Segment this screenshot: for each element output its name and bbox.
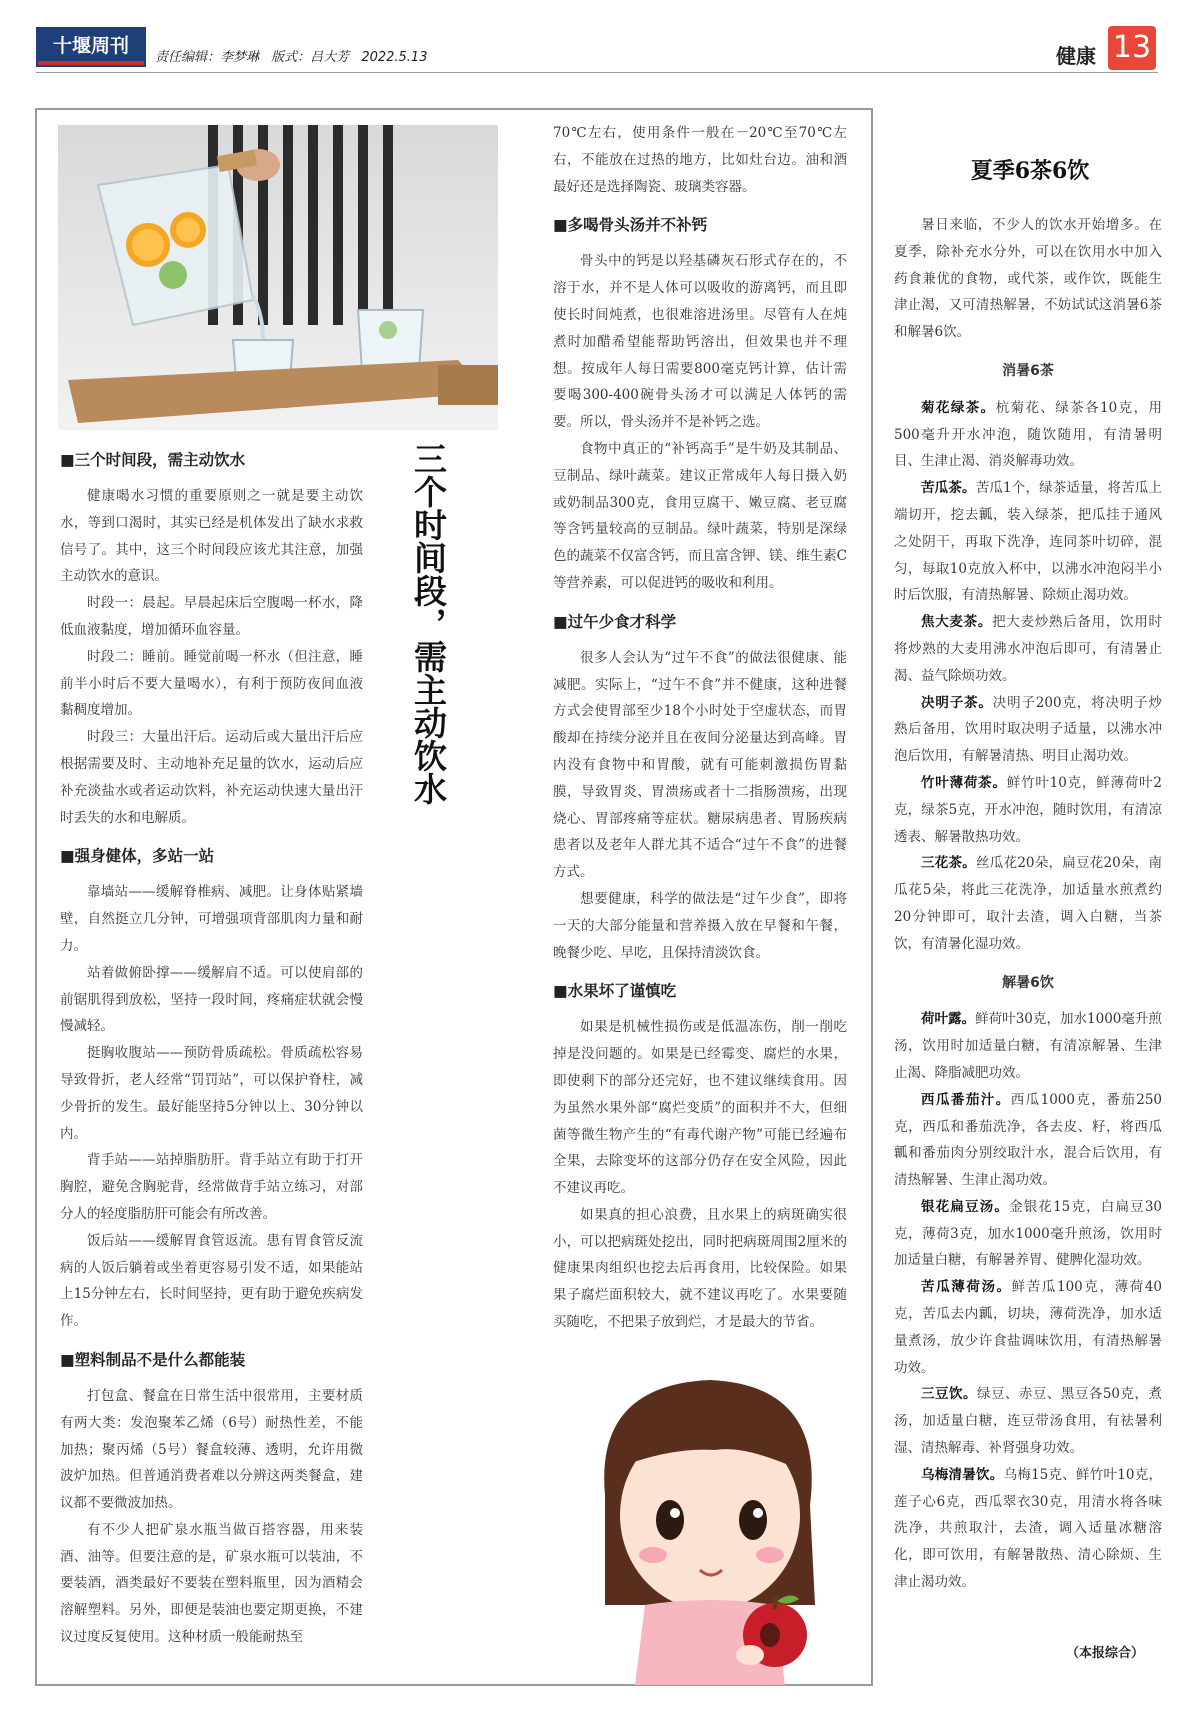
source-credit: （本报综合）: [1066, 1646, 1145, 1661]
tea-name: 菊花绿茶。: [921, 399, 996, 416]
water-pitcher-photo: [58, 125, 498, 430]
drink-text: 西瓜1000克，番茄250克，西瓜和番茄洗净，各去皮、籽，将西瓜瓤和番茄肉分别绞取汁水，混合后饮用，有清热解暑、生津止渴功效。: [894, 1091, 1163, 1189]
drink-text: 鲜苦瓜100克，薄荷40克，苦瓜去内瓤，切块，薄荷洗净，加水适量煮汤，放少许食盐调味饮用，有清热解暑功效。: [894, 1279, 1163, 1376]
subheading-teas: 消暑6茶: [1002, 362, 1054, 379]
intro-paragraph: 暑日来临，不少人的饮水开始增多。在夏季，除补充水分外，可以在饮用水中加入药食兼优的食物，或代茶，或作饮，既能生津止渴，又可清热解暑，不妨试试这消暑6茶和解暑6饮。: [894, 217, 1162, 341]
drink-text: 金银花15克，白扁豆30克，薄荷3克，加水1000毫升煎汤，饮用时加适量白糖，有解暑养胃、健脾化湿功效。: [894, 1198, 1163, 1269]
paragraph: 打包盒、餐盒在日常生活中很常用，主要材质有两大类：发泡聚苯乙烯（6号）耐热性差，不能加热；聚丙烯（5号）餐盒较薄、透明，允许用微波炉加热。但普通消费者难以分辨这两类餐盒，建议都不要微波加热。: [60, 1387, 363, 1512]
tea-text: 鲜竹叶10克，鲜薄荷叶2克，绿茶5克，开水冲泡，随时饮用，有清凉透表、解暑散热功效。: [894, 774, 1162, 845]
drink-name: 荷叶露。: [921, 1011, 976, 1028]
article-column-1: [60, 448, 363, 1651]
tea-name: 竹叶薄荷茶。: [921, 774, 1007, 791]
paragraph: 健康喝水习惯的重要原则之一就是要主动饮水，等到口渴时，其实已经是机体发出了缺水求救信号了。其中，这三个时间段应该尤其注意，加强主动饮水的意识。: [60, 488, 363, 585]
page-header: [0, 0, 1200, 80]
tea-name: 焦大麦茶。: [921, 614, 993, 631]
paragraph: 如果是机械性损伤或是低温冻伤，削一削吃掉是没问题的。如果是已经霉变、腐烂的水果，即使剩下的部分还完好，也不建议继续食用。因为虽然水果外部“腐烂变质”的面积并不大，但细菌等微生物产生的“有毒代谢产物”可能已经遍布全果，去除变坏的这部分仍存在安全风险，因此不建议再吃。: [553, 1019, 847, 1197]
tea-item: [894, 395, 1162, 475]
masthead-logo-text: 十堰周刊: [38, 29, 144, 63]
issue-date: 2022.5.13: [361, 50, 428, 65]
tea-item: [894, 690, 1162, 770]
paragraph: 很多人会认为“过午不食”的做法很健康、能减肥。实际上，“过午不食”并不健康，这种进餐方式会使胃部至少18个小时处于空虚状态，而胃酸却在持续分泌并且在夜间分泌量达到高峰。胃内没有食物中和胃酸，就有可能刺激损伤胃黏膜，导致胃炎、胃溃疡或者十二指肠溃疡，出现烧心、胃部疼痛等症状。糖尿病患者、胃肠疾病患者以及老年人群尤其不适合“过午不食”的进餐方式。: [553, 649, 847, 881]
tea-item: [894, 609, 1162, 689]
paragraph: 时段二：睡前。睡觉前喝一杯水（但注意，睡前半小时后不要大量喝水），有利于预防夜间血液黏稠度增加。: [60, 648, 363, 719]
tea-name: 决明子茶。: [921, 694, 993, 711]
editor-credit: 责任编辑：李梦琳: [155, 50, 260, 65]
tea-text: 丝瓜花20朵，扁豆花20朵，南瓜花5朵，将此三花洗净，加适量水煎煮约20分钟即可，取汁去渣，调入白糖，当茶饮，有清暑化湿功效。: [894, 855, 1163, 952]
paragraph: 有不少人把矿泉水瓶当做百搭容器，用来装酒、油等。但要注意的是，矿泉水瓶可以装油，不要装酒，酒类最好不要装在塑料瓶里，因为酒精会溶解塑料。另外，即便是装油也要定期更换，不建议过度反复使用。这种材质一般能耐热至: [60, 1521, 363, 1646]
drink-name: 银花扁豆汤。: [921, 1198, 1010, 1215]
tea-item: [894, 770, 1162, 850]
section-heading: ■三个时间段，需主动饮水: [60, 451, 246, 469]
drink-item: [894, 1381, 1162, 1461]
paragraph: 站着做俯卧撑——缓解肩不适。可以使肩部的前锯肌得到放松，坚持一段时间，疼痛症状就会慢慢减轻。: [60, 964, 363, 1035]
paragraph: 骨头中的钙是以羟基磷灰石形式存在的，不溶于水，并不是人体可以吸收的游离钙，而且即使长时间炖煮，也很难溶进汤里。尽管有人在炖煮时加醋希望能帮助钙溶出，但效果也并不理想。按成年人每日需要800毫克钙计算，估计需要喝300-400碗骨头汤才可以满足人体钙的需要。所以，骨头汤并不是补钙之选。: [553, 253, 847, 431]
paragraph: 想要健康，科学的做法是“过午少食”，即将一天的大部分能量和营养摄入放在早餐和午餐，晚餐少吃、早吃，且保持清淡饮食。: [553, 890, 847, 961]
drink-name: 三豆饮。: [921, 1386, 977, 1403]
section-name: 健康: [1056, 44, 1096, 68]
tea-text: 杭菊花、绿茶各10克，用500毫升开水冲泡，随饮随用，有清暑明目、生津止渴、消炎解毒功效。: [894, 399, 1162, 470]
drink-name: 乌梅清暑饮。: [921, 1466, 1004, 1483]
header-meta: [155, 46, 435, 65]
drink-text: 鲜荷叶30克，加水1000毫升煎汤，饮用时加适量白糖，有清凉解暑、生津止渴、降脂减肥功效。: [894, 1011, 1162, 1081]
article-column-2: [553, 120, 847, 1336]
section-heading: ■强身健体，多站一站: [60, 847, 215, 866]
tea-item: [894, 475, 1162, 609]
drink-name: 苦瓜薄荷汤。: [921, 1279, 1012, 1296]
drink-item: [894, 1087, 1162, 1194]
paragraph: 时段三：大量出汗后。运动后或大量出汗后应根据需要及时、主动地补充足量的饮水，运动后应补充淡盐水或者运动饮料，补充运动快速大量出汗时丢失的水和电解质。: [60, 729, 363, 826]
section-heading: ■塑料制品不是什么都能装: [60, 1350, 246, 1369]
right-article-column: [894, 212, 1162, 1596]
right-article-title: 夏季6茶6饮: [970, 158, 1090, 184]
paragraph: 饭后站——缓解胃食管返流。患有胃食管反流病的人饭后躺着或坐着更容易引发不适，如果能站上15分钟左右，长时间坚持，更有助于避免疾病发作。: [60, 1232, 363, 1330]
paragraph: 背手站——站掉脂肪肝。背手站立有助于打开胸腔，避免含胸驼背，经常做背手站立练习，对部分人的轻度脂肪肝可能会有所改善。: [60, 1152, 363, 1222]
tea-item: [894, 850, 1162, 957]
tea-text: 决明子200克，将决明子炒熟后备用，饮用时取决明子适量，以沸水冲泡后饮用，有解暑清热、明目止渴功效。: [894, 694, 1162, 765]
drink-item: [894, 1274, 1162, 1381]
paragraph: 食物中真正的“补钙高手”是牛奶及其制品、豆制品、绿叶蔬菜。建议正常成年人每日摄入奶或奶制品300克，食用豆腐干、嫩豆腐、老豆腐等含钙量较高的豆制品。绿叶蔬菜，特别是深绿色的蔬菜不仅富含钙，而且富含钾、镁、维生素C等营养素，可以促进钙的吸收和利用。: [553, 440, 847, 591]
drink-text: 乌梅15克、鲜竹叶10克，莲子心6克，西瓜翠衣30克，用清水将各味洗净，共煎取汁，去渣，调入适量冰糖溶化，即可饮用，有解暑散热、清心除烦、生津止渴功效。: [894, 1466, 1163, 1591]
tea-text: 把大麦炒熟后备用，饮用时将炒熟的大麦用沸水冲泡后即可，有清暑止渴、益气除烦功效。: [894, 614, 1162, 684]
paragraph: 靠墙站——缓解脊椎病、减肥。让身体贴紧墙壁，自然挺立几分钟，可增强项背部肌肉力量和耐力。: [60, 884, 363, 954]
article-title-vertical: 三个时间段，需主动饮水: [409, 442, 448, 805]
drink-item: [894, 1194, 1162, 1274]
paragraph: 如果真的担心浪费，且水果上的病斑确实很小，可以把病斑处挖出，同时把病斑周围2厘米的健康果肉组织也挖去后再食用，比较保险。如果果子腐烂面积较大，就不建议再吃了。水果要随买随吃，不把果子放到烂，才是最大的节省。: [553, 1206, 847, 1331]
drink-item: [894, 1006, 1162, 1086]
masthead-logo-bar: [38, 61, 144, 65]
tea-name: 三花茶。: [921, 855, 977, 872]
masthead-logo: [36, 27, 146, 67]
section-heading: ■水果坏了谨慎吃: [553, 982, 677, 1001]
subheading-drinks: 解暑6饮: [1002, 974, 1054, 991]
paragraph: 挺胸收腹站——预防骨质疏松。骨质疏松容易导致骨折，老人经常“罚罚站”，可以保护脊柱，减少骨折的发生。最好能坚持5分钟以上、30分钟以内。: [60, 1045, 363, 1142]
section-heading: ■过午少食才科学: [553, 612, 677, 631]
paragraph-continued: 70℃左右，使用条件一般在－20℃至70℃左右，不能放在过热的地方，比如灶台边。油和酒最好还是选择陶瓷、玻璃类容器。: [553, 125, 847, 195]
drink-item: [894, 1462, 1162, 1596]
paragraph: 时段一：晨起。早晨起床后空腹喝一杯水，降低血液黏度，增加循环血容量。: [60, 595, 363, 638]
cartoon-girl-illustration: [575, 1355, 840, 1685]
drink-text: 绿豆、赤豆、黑豆各50克，煮汤，加适量白糖，连豆带汤食用，有祛暑利湿、清热解毒、补肾强身功效。: [894, 1386, 1162, 1457]
drink-name: 西瓜番茄汁。: [921, 1091, 1011, 1108]
tea-name: 苦瓜茶。: [921, 480, 976, 497]
tea-text: 苦瓜1个，绿茶适量，将苦瓜上端切开，挖去瓤，装入绿茶，把瓜挂于通风之处阴干，再取下洗净，连同茶叶切碎，混匀，每取10克放入杯中，以沸水冲泡闷半小时后饮服，有清热解暑、除烦止渴功效。: [894, 480, 1162, 604]
header-rule: [36, 72, 1158, 73]
section-heading: ■多喝骨头汤并不补钙: [553, 216, 708, 235]
layout-credit: 版式：吕大芳: [271, 50, 350, 65]
page-number: 13: [1108, 26, 1156, 70]
